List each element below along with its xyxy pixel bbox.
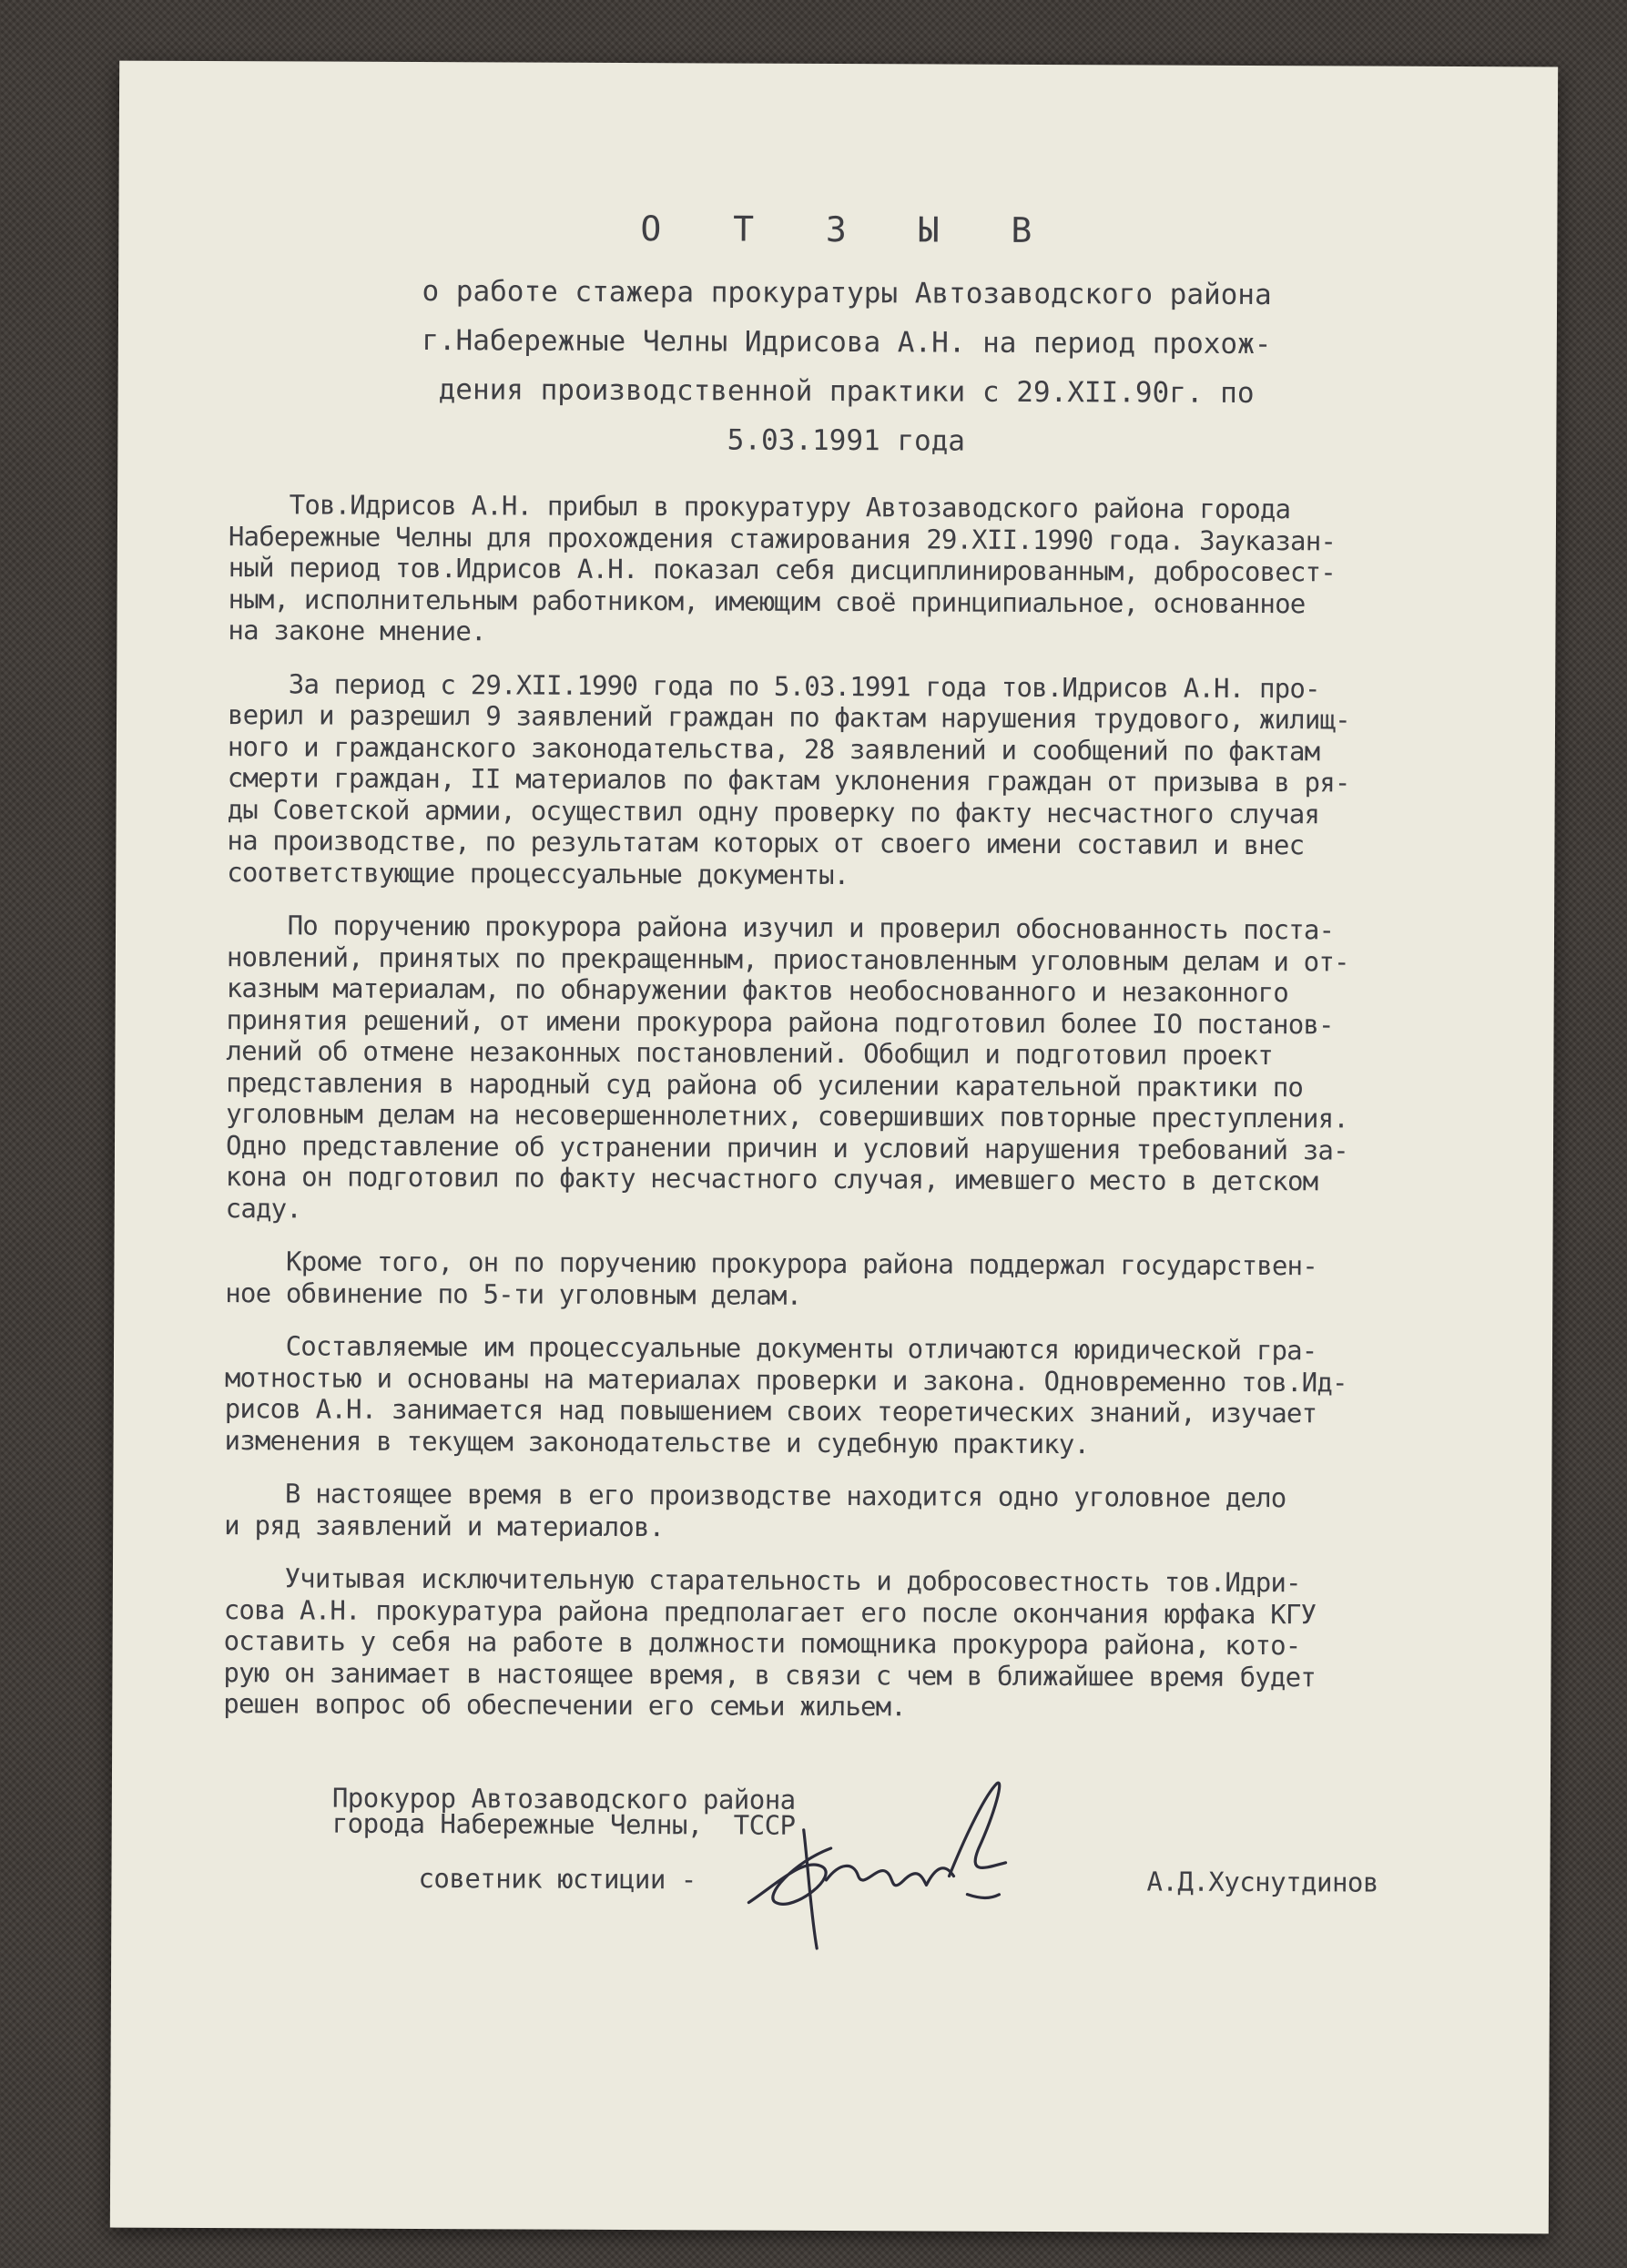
text-line: мотностью и основаны на материалах проверки и закона. Одновременно тов.Ид- — [224, 1361, 1347, 1398]
text-line: За период с 29.XII.1990 года по 5.03.1991 года тов.Идрисов А.Н. про- — [228, 667, 1320, 704]
paragraph-7 — [223, 1562, 1535, 1725]
text-line: смерти граждан, II материалов по фактам уклонения граждан от призыва в ря- — [227, 762, 1350, 798]
subtitle-line: 5.03.1991 года — [727, 423, 966, 458]
text-line: ный период тов.Идрисов А.Н. показал себя дисциплинированным, добросовест- — [228, 552, 1336, 588]
text-line: представления в народный суд района об усилении карательной практики по — [226, 1066, 1304, 1103]
text-line: саду. — [225, 1192, 302, 1224]
signer-rank: советник юстиции - — [418, 1863, 697, 1896]
text-line: ное обвинение по 5-ти уголовным делам. — [225, 1276, 802, 1311]
paragraph-4 — [225, 1246, 1536, 1314]
text-line: верил и разрешил 9 заявлений граждан по фактам нарушения трудового, жилищ- — [227, 699, 1350, 736]
text-line: Одно представление об устранении причин и условий нарушения требований за- — [225, 1129, 1348, 1165]
paragraph-3 — [226, 910, 1538, 1229]
text-line: Набережные Челны для прохождения стажирования 29.XII.1990 года. Зауказан- — [228, 520, 1337, 556]
text-line: и ряд заявлений и материалов. — [224, 1509, 665, 1542]
text-line: на законе мнение. — [228, 615, 486, 647]
text-line: лений об отмене незаконных постановлений. Обобщил и подготовил проект — [226, 1035, 1274, 1072]
text-line: ным, исполнительным работником, имеющим своё принципиальное, основанное — [228, 583, 1306, 619]
text-line: казным материалам, по обнаружении фактов необоснованного и незаконного — [226, 972, 1288, 1009]
text-line: ного и гражданского законодательства, 28 заявлений и сообщений по фактам — [227, 730, 1320, 767]
paragraph-1 — [228, 489, 1540, 652]
text-line: сова А.Н. прокуратура района предполагает его после окончания юрфака КГУ — [223, 1593, 1317, 1630]
text-line: рую он занимает в настоящее время, в связи с чем в ближайшее время будет — [223, 1656, 1317, 1693]
text-line: решен вопрос об обеспечении его семьи жильем. — [223, 1688, 907, 1723]
text-line: изменения в текущем законодательстве и судебную практику. — [224, 1424, 1090, 1459]
text-line: Учитывая исключительную старательность и добросовестность тов.Идри- — [223, 1562, 1301, 1599]
signer-title-line-1: Прокурор Автозаводского района — [331, 1782, 796, 1815]
paragraph-2 — [227, 668, 1539, 894]
text-line: принятия решений, от имени прокурора района подготовил более IO постанов- — [226, 1003, 1334, 1040]
handwritten-signature — [739, 1775, 1022, 1958]
document-subtitle — [391, 267, 1302, 467]
signer-title-line-2: города Набережные Челны, ТССР — [331, 1807, 796, 1841]
text-line: уголовным делам на несовершеннолетних, совершивших повторные преступления. — [226, 1098, 1349, 1134]
text-line: В настоящее время в его производстве находится одно уголовное дело — [224, 1478, 1286, 1514]
text-line: рисов А.Н. занимается над повышением своих теоретических знаний, изучает — [224, 1393, 1317, 1429]
text-line: Кроме того, он по поручению прокурора района поддержал государствен- — [225, 1246, 1317, 1282]
document-body — [223, 489, 1540, 1747]
signer-name: А.Д.Хуснутдинов — [1146, 1866, 1378, 1898]
document-sheet — [110, 61, 1558, 2234]
text-line: кона он подготовил по факту несчастного случая, имевшего место в детском — [225, 1161, 1318, 1197]
paragraph-5 — [225, 1330, 1537, 1461]
paragraph-6 — [224, 1478, 1535, 1546]
text-line: По поручению прокурора района изучил и проверил обоснованность поста- — [226, 910, 1335, 946]
text-line: на производстве, по результатам которых от своего имени составил и внес — [227, 825, 1305, 861]
document-title: О Т З Ы В — [640, 208, 1058, 251]
subtitle-line: дения производственной практики с 29.XII.90г. по — [438, 373, 1255, 411]
text-line: Составляемые им процессуальные документы отличаются юридической гра- — [224, 1330, 1317, 1367]
subtitle-line: о работе стажера прокуратуры Автозаводского района — [422, 275, 1272, 312]
text-line: Тов.Идрисов А.Н. прибыл в прокуратуру Автозаводского района города — [228, 489, 1291, 525]
text-line: оставить у себя на работе в должности помощника прокурора района, кото- — [223, 1625, 1301, 1662]
text-line: новлений, принятых по прекращенным, приостановленным уголовным делам и от- — [226, 941, 1349, 977]
text-line: ды Советской армии, осуществил одну проверку по факту несчастного случая — [227, 793, 1320, 829]
text-line: соответствующие процессуальные документы. — [227, 856, 849, 890]
subtitle-line: г.Набережные Челны Идрисова А.Н. на период прохож- — [422, 324, 1272, 361]
